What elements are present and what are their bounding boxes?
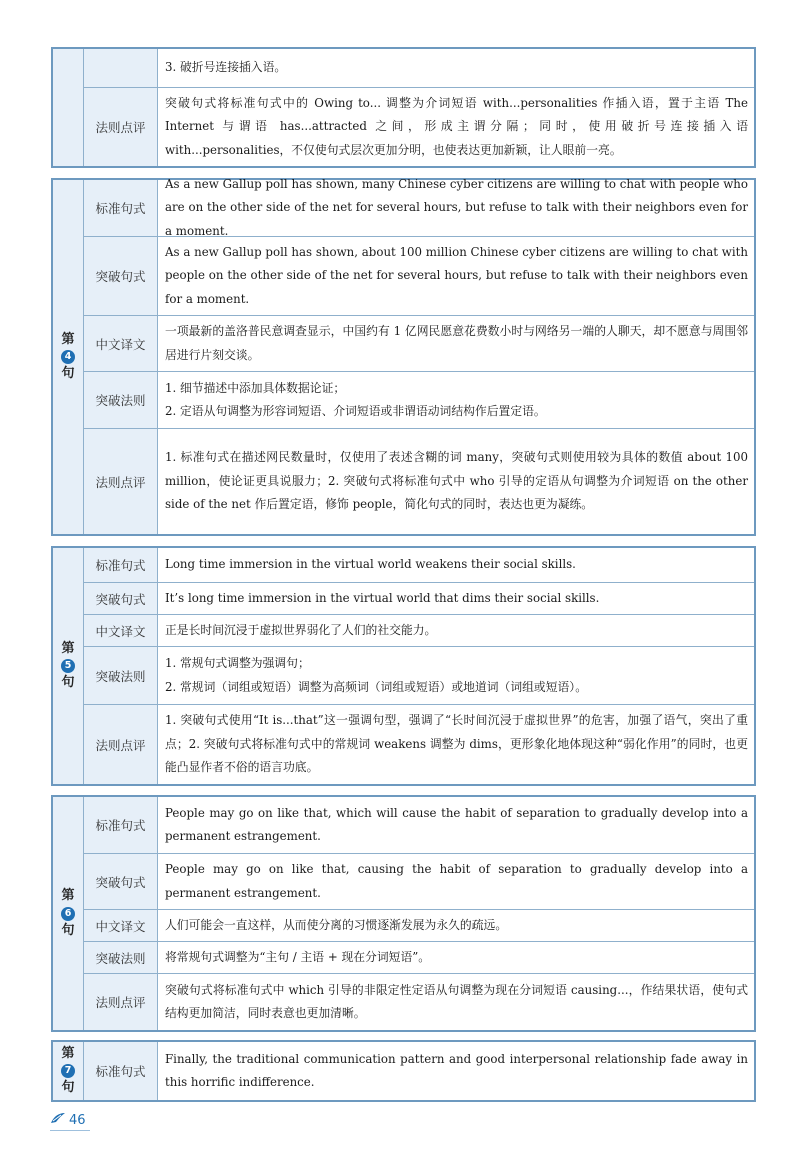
row-label: 突破句式 <box>84 854 158 909</box>
content-line: 2. 定语从句调整为形容词短语、介词短语或非谓语动词结构作后置定语。 <box>165 404 546 418</box>
row-label: 法则点评 <box>84 705 158 784</box>
row-label: 中文译文 <box>84 316 158 371</box>
row-content <box>158 49 754 87</box>
row-label: 中文译文 <box>84 615 158 646</box>
table-row <box>84 428 754 534</box>
sentence-number-prefix: 第 <box>61 640 75 656</box>
table-row <box>84 315 754 371</box>
table-row <box>84 941 754 973</box>
table-row <box>84 548 754 582</box>
content-line: People may go on like that, which will cause the habit of separation to gradually develop into a permanent estrangement. <box>165 805 748 843</box>
content-line: As a new Gallup poll has shown, many Chinese cyber citizens are willing to chat with people who are on the other side of the net for several hours, but refuse to talk with their neighbors even for a moment. <box>165 176 748 238</box>
row-content <box>158 237 754 315</box>
sentence-block-4 <box>51 178 756 536</box>
sentence-number-column <box>53 548 84 784</box>
row-label: 中文译文 <box>84 910 158 941</box>
row-content <box>158 797 754 853</box>
row-label: 突破法则 <box>84 942 158 973</box>
content-line: Finally, the traditional communication pattern and good interpersonal relationship fade away in this horrific indifference. <box>165 1051 748 1089</box>
row-content <box>158 854 754 909</box>
row-content <box>158 647 754 704</box>
row-label: 突破法则 <box>84 372 158 428</box>
sentence-number-column <box>53 49 84 166</box>
sentence-block-6 <box>51 795 756 1032</box>
content-line: 2. 常规词（词组或短语）调整为高频词（词组或短语）或地道词（词组或短语）。 <box>165 679 587 694</box>
content-line: 正是长时间沉浸于虚拟世界弱化了人们的社交能力。 <box>165 622 437 637</box>
sentence-number-badge: 4 <box>61 350 75 364</box>
sentence-number-prefix: 第 <box>61 888 75 904</box>
row-label: 突破句式 <box>84 237 158 315</box>
table-row <box>84 176 754 238</box>
table-row <box>84 704 754 784</box>
row-label: 法则点评 <box>84 974 158 1030</box>
content-line: 1. 标准句式在描述网民数量时，仅使用了表述含糊的词 many，突破句式则使用较为具体的数值 about 100 million，使论证更具说服力；2. 突破句式将标准句式中 who 引导的定语从句调整为介词短语 on the other side of the net 作后置定语，修饰 people，简化句式的同时，表达也更为凝练。 <box>165 450 748 512</box>
footer-rule <box>50 1130 90 1131</box>
row-label: 标准句式 <box>84 548 158 582</box>
table-row <box>84 646 754 704</box>
sentence-number-column <box>53 797 84 1030</box>
table-row <box>84 236 754 315</box>
content-line: 3. 破折号连接插入语。 <box>165 60 287 75</box>
page-number: 46 <box>69 1112 86 1128</box>
content-line: 一项最新的盖洛普民意调查显示，中国约有 1 亿网民愿意花费数小时与网络另一端的人聊天，却不愿意与周围邻居进行片刻交谈。 <box>165 324 748 362</box>
sentence-number-suffix: 句 <box>61 366 75 381</box>
row-label: 标准句式 <box>84 797 158 853</box>
content-line: 1. 常规句式调整为强调句； <box>165 656 310 670</box>
sentence-number-suffix: 句 <box>61 1080 75 1095</box>
row-label: 法则点评 <box>84 429 158 534</box>
sentence-block-3-continued <box>51 47 756 168</box>
row-content <box>158 705 754 784</box>
table-row <box>84 87 754 166</box>
table-row <box>84 49 754 87</box>
row-label: 标准句式 <box>84 1042 158 1100</box>
sentence-number-prefix: 第 <box>61 1045 75 1061</box>
content-line: Long time immersion in the virtual world weakens their social skills. <box>165 557 576 572</box>
row-content <box>158 910 754 941</box>
sentence-number-column <box>53 180 84 534</box>
feather-logo-icon <box>50 1112 66 1128</box>
page-footer <box>50 1112 86 1128</box>
table-row <box>84 1042 754 1100</box>
sentence-number-column <box>53 1042 84 1100</box>
row-content <box>158 372 754 428</box>
row-label: 突破法则 <box>84 647 158 704</box>
content-line: 突破句式将标准句式中 which 引导的非限定性定语从句调整为现在分词短语 causing...，作结果状语，使句式结构更加简洁，同时表意也更加清晰。 <box>165 982 748 1020</box>
table-row <box>84 853 754 909</box>
row-content <box>158 176 754 238</box>
table-row <box>84 371 754 428</box>
table-row <box>84 582 754 614</box>
row-content <box>158 583 754 614</box>
sentence-number-badge: 5 <box>61 659 75 673</box>
sentence-block-5 <box>51 546 756 786</box>
content-line: 人们可能会一直这样，从而使分离的习惯逐渐发展为永久的疏远。 <box>165 917 508 932</box>
content-line: 1. 细节描述中添加具体数据论证； <box>165 380 346 395</box>
row-label: 突破句式 <box>84 583 158 614</box>
table-row <box>84 797 754 853</box>
sentence-number-suffix: 句 <box>61 922 75 938</box>
row-label: 法则点评 <box>84 88 158 166</box>
row-content <box>158 548 754 582</box>
sentence-number-suffix: 句 <box>61 675 75 690</box>
table-row <box>84 614 754 646</box>
content-line: 突破句式将标准句式中的 Owing to... 调整为介词短语 with...personalities 作插入语，置于主语 The Internet 与谓语 has...attracted 之间，形成主谓分隔；同时，使用破折号连接插入语 with...personalities，不仅使句式层次更加分明，也使表达更加新颖，让人眼前一亮。 <box>165 95 748 157</box>
content-line: 1. 突破句式使用“It is...that”这一强调句型，强调了“长时间沉浸于虚拟世界”的危害，加强了语气，突出了重点；2. 突破句式将标准句式中的常规词 weakens 调整为 dims，更形象化地体现这种“弱化作用”的同时，也更能凸显作者不俗的语言功底。 <box>165 713 748 775</box>
content-line: It’s long time immersion in the virtual world that dims their social skills. <box>165 590 600 605</box>
row-content <box>158 615 754 646</box>
sentence-number-badge: 7 <box>61 1064 75 1078</box>
table-row <box>84 909 754 941</box>
row-content <box>158 316 754 371</box>
row-content <box>158 88 754 166</box>
sentence-number-badge: 6 <box>61 907 75 921</box>
content-line: People may go on like that, causing the habit of separation to gradually develop into a permanent estrangement. <box>165 862 748 900</box>
content-line: 将常规句式调整为“主句 / 主语 + 现在分词短语”。 <box>165 949 431 964</box>
row-content <box>158 429 754 534</box>
content-line: As a new Gallup poll has shown, about 100 million Chinese cyber citizens are willing to chat with people on the other side of the net for several hours, but refuse to talk with their neighbors even for a moment. <box>165 244 749 306</box>
row-content <box>158 974 754 1030</box>
row-content <box>158 1042 754 1100</box>
sentence-block-7 <box>51 1040 756 1102</box>
sentence-number-prefix: 第 <box>61 331 75 347</box>
row-label <box>84 49 158 87</box>
table-row <box>84 973 754 1030</box>
row-label: 标准句式 <box>84 180 158 236</box>
row-content <box>158 942 754 973</box>
